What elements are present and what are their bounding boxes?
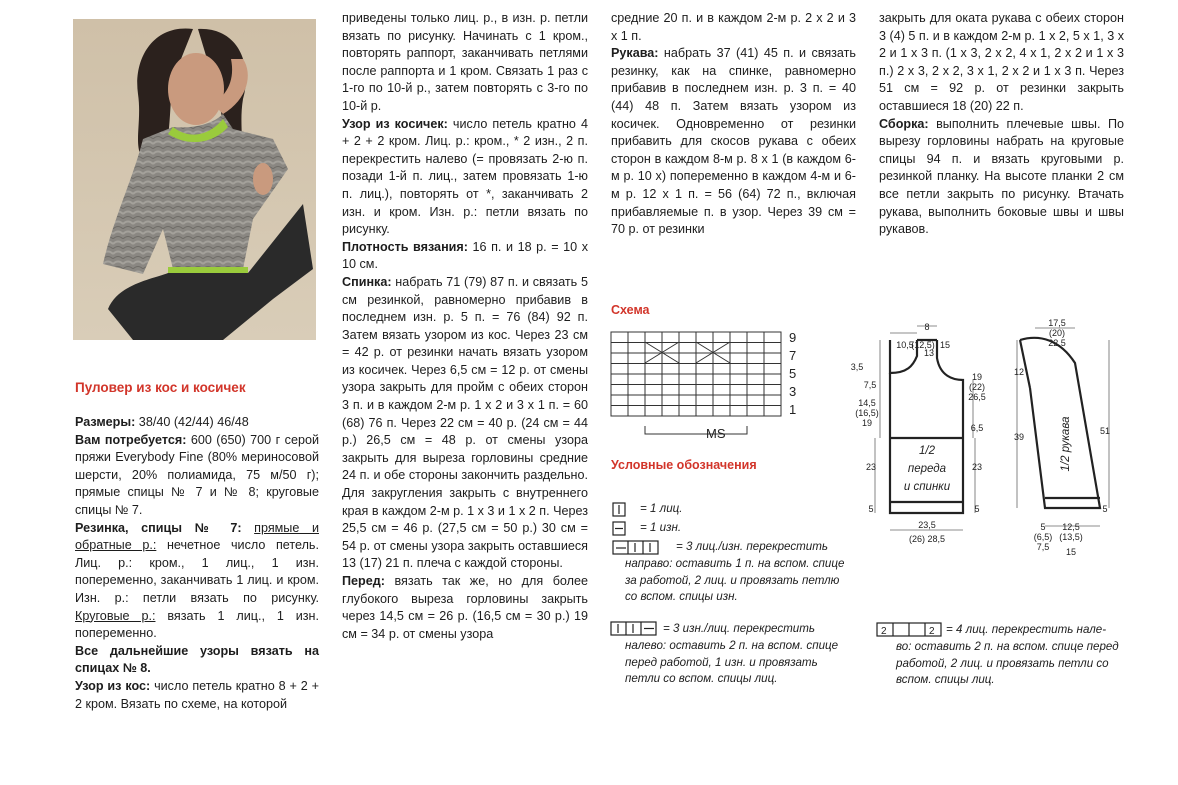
dim-label: 19 — [971, 372, 983, 382]
text-column-1 — [75, 414, 319, 713]
dim-label: 12,5 — [1062, 522, 1080, 532]
dim-label: 5 — [974, 504, 980, 514]
legend-4-cross: во: оставить 2 п. на вспом. спице перед работой, 2 лиц. и провязать петли со вспом. спицы лиц. — [896, 640, 1119, 686]
assembly-label: Сборка: — [879, 116, 929, 131]
dim-label: 26,5 — [968, 392, 986, 402]
front-continued: средние 20 п. и в каждом 2-м р. 2 х 2 и 3 х 1 п. — [611, 11, 856, 43]
dim-label: 23 — [971, 462, 983, 472]
legend-4-num: 2 — [881, 626, 887, 637]
text-column-4 — [879, 10, 1124, 239]
legend-knit: = 1 лиц. — [640, 502, 683, 515]
density-label: Плотность вязания: — [342, 239, 468, 254]
text-column-2 — [342, 10, 588, 643]
rib-text: нечетное число петель. Лиц. р.: кром., 1 лиц., 1 изн. попеременно, заканчивать 1 лиц. и кром. Изн. р.: петли вязать по рисунку. — [75, 538, 319, 605]
legend-4-num: 2 — [929, 626, 935, 637]
legend-title: Условные обозначения — [611, 458, 757, 472]
materials-label: Вам потребуется: — [75, 432, 187, 447]
dim-label: 23 — [865, 462, 877, 472]
rib-circular: Круговые р.: — [75, 608, 156, 623]
dim-label: (16,5) — [855, 408, 879, 418]
ms-label: MS — [706, 426, 726, 441]
sleeves-text: набрать 37 (41) 45 п. и связать резинку, как на спинке, равномерно прибавив в последнем изн. р. 3 п. = 40 (44) 48 п. Затем вязать узором из косичек. Одновременно от резинки прибавить для скосов рукава с обеих сторон в каждом 8-м р. 8 х 1 (в каждом 6-м р. 10 х) попеременно в каждом 4-м и 6-м р. 12 х 1 п. = 56 (64) 72 п., включая прибавляемые п. в узор. Через 39 см = 70 р. от резинки — [611, 46, 856, 237]
pattern-title: Пуловер из кос и косичек — [75, 380, 246, 395]
dim-label: 15 — [939, 340, 951, 350]
dim-label: 5 — [868, 504, 874, 514]
dim-label: 7,5 — [863, 380, 877, 390]
legend-cross-right: направо: оставить 1 п. на вспом. спице за работой, 2 лиц. и провязать петлю со вспом. спицы изн. — [625, 557, 845, 603]
row-number: 5 — [789, 366, 797, 381]
needles-note: Все дальнейшие узоры вязать на спицах № 8. — [75, 643, 319, 676]
knitting-chart — [608, 326, 808, 441]
dim-label: 7,5 — [1036, 542, 1050, 552]
dim-label: 10,5 — [896, 340, 914, 350]
dim-label: 23,5 — [918, 520, 936, 530]
dim-label: (6,5) — [1033, 532, 1053, 542]
back-label: Спинка: — [342, 274, 392, 289]
braid-text: число петель кратно 4 + 2 + 2 кром. Лиц. р.: кром., * 2 изн., 2 п. перекрестить налево (= провязать 2-ю п. позади 1-й п. лиц., затем провязать 1-ю п. лиц.), повторять от *, заканчивать 2 изн. и кром. Изн. р.: петли вязать по рисунку. — [342, 116, 588, 237]
sleeve-label: 1/2 рукава — [1060, 416, 1072, 472]
back-text: набрать 71 (79) 87 п. и связать 5 см резинкой, равномерно прибавив в последнем изн. р. 5 п. = 76 (84) 92 п. Затем вязать узором из кос. Через 23 см = 42 р. от резинки начать вязать узором из косичек. Через 6,5 см = 12 р. от смены узора закрыть для пройм с обеих сторон 3 п. и в каждом 2-м р. 1 х 2 и 3 х 1 п. = 60 (68) 76 п. Через 22 см = 40 р. (24 см = 44 р.) 26,5 см = 48 р. от смены узора закрыть для выреза горловины средние 24 п. и обе стороны закончить раздельно. Для закругления закрыть с внутреннего края в каждом 2-м р. 1 х 3 и 1 х 2 п. Через 25,5 см = 46 р. (27,5 см = 50 р.) 30 см = 54 р. от смены узора закрыть оставшиеся 13 (17) 21 п. плеча с каждой стороны. — [342, 274, 588, 571]
cables-label: Узор из кос: — [75, 678, 151, 693]
dim-label: 14,5 — [858, 398, 876, 408]
sizes-label: Размеры: — [75, 415, 136, 429]
dim-label: 13 — [923, 348, 935, 358]
rib-straight: прямые и обратные р.: — [75, 520, 319, 553]
dim-label: 8 — [924, 322, 930, 332]
sleeves-continued: закрыть для оката рукава с обеих сторон 3 (4) 5 п. и в каждом 2-м р. 1 х 2, 5 х 1, 3 х 2 и 1 х 3 п. (1 х 3, 2 х 2, 4 х 1, 2 х 2 и 1 х 3 п.) 2 х 3, 2 х 2, 3 х 1, 2 х 2 и 1 х 3 п. Через 51 см = 92 р. от резинки закрыть оставшиеся 18 (20) 22 п. — [879, 11, 1124, 113]
dim-label: 5 — [1040, 522, 1046, 532]
cables-continued: приведены только лиц. р., в изн. р. петли вязать по рисунку. Начинать с 1 кром., повторять раппорт, заканчивать петлями после раппорта и 1 кром. Связать 1 раз с 1-го по 10-й р., затем повторять с 3-го по 10-й р. — [342, 11, 588, 113]
dim-label: 3,5 — [850, 362, 864, 372]
row-number: 3 — [789, 384, 797, 399]
dim-label: 51 — [1099, 426, 1111, 436]
dim-label: (26) 28,5 — [908, 534, 946, 544]
dim-label: 12 — [1013, 367, 1025, 377]
legend-4-cross-1: = 4 лиц. перекрестить нале- — [946, 623, 1107, 636]
dim-label: 15 — [1065, 547, 1077, 557]
dim-label: 39 — [1013, 432, 1025, 442]
dim-label: 17,5 — [1048, 318, 1066, 328]
dim-label: (12,5) — [911, 340, 935, 350]
sizes-text: 38/40 (42/44) 46/48 — [135, 415, 249, 429]
rib-circular-text: вязать 1 лиц., 1 изн. попеременно. — [75, 608, 319, 641]
cables-text: число петель кратно 8 + 2 + 2 кром. Вязать по схеме, на которой — [75, 678, 320, 711]
materials-text: 600 (650) 700 г серой пряжи Everybody Fine (80% мериносовой шерсти, 20% полиамида, 75 м/50 г); прямые спицы № 7 и № 8; круговые спицы № 7. — [75, 432, 319, 517]
dim-label: (22) — [968, 382, 986, 392]
legend-purl: = 1 изн. — [640, 521, 682, 534]
dim-label: 6,5 — [970, 423, 984, 433]
row-number: 1 — [789, 402, 797, 417]
braid-label: Узор из косичек: — [342, 116, 448, 131]
row-number: 7 — [789, 348, 797, 363]
dim-label: 19 — [861, 418, 873, 428]
body-label: переда — [907, 463, 947, 475]
rib-label: Резинка, спицы № 7: — [75, 520, 242, 535]
legend-symbol-cross-left — [608, 620, 658, 638]
body-label: 1/2 — [919, 445, 935, 457]
text-column-3 — [611, 10, 856, 239]
sleeves-label: Рукава: — [611, 46, 659, 61]
legend-symbol-4-cross — [875, 621, 945, 639]
dim-label: 22,5 — [1048, 338, 1066, 348]
dim-label: 5 — [1102, 504, 1108, 514]
legend-cross-left: налево: оставить 2 п. на вспом. спице перед работой, 1 изн. и провязать петли со вспом. спицы лиц. — [625, 639, 839, 685]
schema-title: Схема — [611, 303, 650, 317]
front-label: Перед: — [342, 574, 385, 588]
density-text: 16 п. и 18 р. = 10 х 10 см. — [342, 239, 588, 272]
legend-cross-left-1: = 3 изн./лиц. перекрестить — [663, 622, 815, 635]
sweater-photo — [73, 19, 316, 340]
assembly-text: выполнить плечевые швы. По вырезу горловины набрать на круговые спицы 94 п. и вязать круговыми р. резинкой планку. На высоте планки 2 см все петли закрыть по рисунку. Втачать рукава, выполнить боковые швы и швы рукавов. — [879, 116, 1124, 237]
dim-label: (13,5) — [1059, 532, 1083, 542]
garment-diagram — [845, 318, 1125, 570]
legend-cross-right-1: = 3 лиц./изн. перекрестить — [676, 540, 828, 553]
front-text: вязать так же, но для более глубокого выреза горловины закрыть через 14,5 см = 26 р. (16,5 см = 30 р.) 19 см = 34 р. от смены узора — [342, 574, 588, 641]
dim-label: (20) — [1048, 328, 1066, 338]
body-label: и спинки — [903, 481, 951, 493]
row-number: 9 — [789, 330, 797, 345]
